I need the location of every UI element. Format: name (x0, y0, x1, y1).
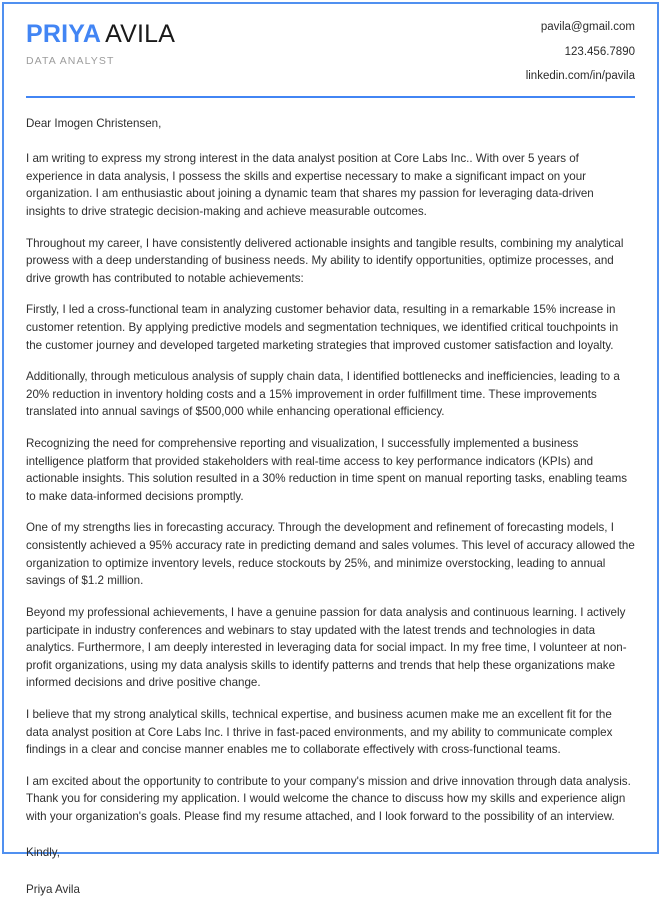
paragraph-3: Firstly, I led a cross-functional team in analyzing customer behavior data, resulting in a remarkable 15% increase in customer retention. By applying predictive models and segmentation techniques, we identified critical touchpoints in the customer journey and developed targeted marketing strategies that improved customer satisfaction and loyalty. (26, 303, 619, 352)
first-name: PRIYA (26, 20, 102, 48)
page-title (26, 21, 175, 48)
paragraph-4: Additionally, through meticulous analysis of supply chain data, I identified bottlenecks and inefficiencies, leading to a 20% reduction in inventory holding costs and a 15% improvement in order fulfillment time. These improvements translated into annual savings of $500,000 while enhancing operational efficiency. (26, 370, 620, 419)
job-title: DATA ANALYST (26, 55, 115, 67)
signature-name: Priya Avila (26, 883, 80, 897)
paragraph-1: I am writing to express my strong interest in the data analyst position at Core Labs Inc.. With over 5 years of experience in data analysis, I possess the skills and expertise necessary to make a significant impact on your organization. I am enthusiastic about joining a dynamic team that shares my passion for leveraging data-driven insights to drive strategic decision-making and achieve measurable outcomes. (26, 152, 594, 218)
identity-block (26, 20, 175, 67)
paragraph-5: Recognizing the need for comprehensive reporting and visualization, I successfully implemented a business intelligence platform that provided stakeholders with real-time access to key performance indicators (KPIs) and actionable insights. This solution resulted in a 30% reduction in time spent on manual reporting tasks, enabling teams to make data-informed decisions promptly. (26, 437, 628, 503)
salutation: Dear Imogen Christensen, (26, 116, 162, 130)
contact-linkedin[interactable]: linkedin.com/in/pavila (525, 70, 635, 82)
contact-phone[interactable]: 123.456.7890 (564, 45, 635, 58)
letter-header (26, 0, 635, 83)
last-name: AVILA (105, 20, 176, 48)
closing-salutation: Kindly, (26, 845, 60, 859)
contact-email[interactable]: pavila@gmail.com (540, 21, 635, 33)
paragraph-6: One of my strengths lies in forecasting accuracy. Through the development and refinement of forecasting models, I consistently achieved a 95% accuracy rate in predicting demand and sales volumes. This level of accuracy allowed the organization to optimize inventory levels, reduce stockouts by 25%, and minimize overstocking, leading to annual savings of $1.2 million. (26, 521, 635, 588)
contact-info (526, 20, 635, 83)
paragraph-8: I believe that my strong analytical skills, technical expertise, and business acumen make me an excellent fit for the data analyst position at Core Labs Inc. I thrive in fast-paced environments, and my ability to communicate complex findings in a clear and concise manner enables me to collaborate effectively with cross-functional teams. (26, 707, 613, 757)
letter-body (26, 98, 635, 899)
paragraph-7: Beyond my professional achievements, I have a genuine passion for data analysis and continuous learning. I actively participate in industry conferences and webinars to stay updated with the latest trends and technologies in data analytics. Furthermore, I am deeply interested in leveraging data for social impact. In my free time, I volunteer at non-profit organizations, using my data analysis skills to identify patterns and trends that help these organizations make informed decisions and drive positive change. (26, 605, 627, 690)
paragraph-9: I am excited about the opportunity to contribute to your company's mission and drive innovation through data analysis. Thank you for considering my application. I would welcome the chance to discuss how my skills and experience align with your organization's goals. Please find my resume attached, and I look forward to the possibility of an interview. (26, 774, 631, 823)
paragraph-2: Throughout my career, I have consistently delivered actionable insights and tangible results, combining my analytical prowess with a deep understanding of business needs. My ability to identify opportunities, optimize processes, and drive growth has contributed to notable achievements: (26, 236, 624, 285)
